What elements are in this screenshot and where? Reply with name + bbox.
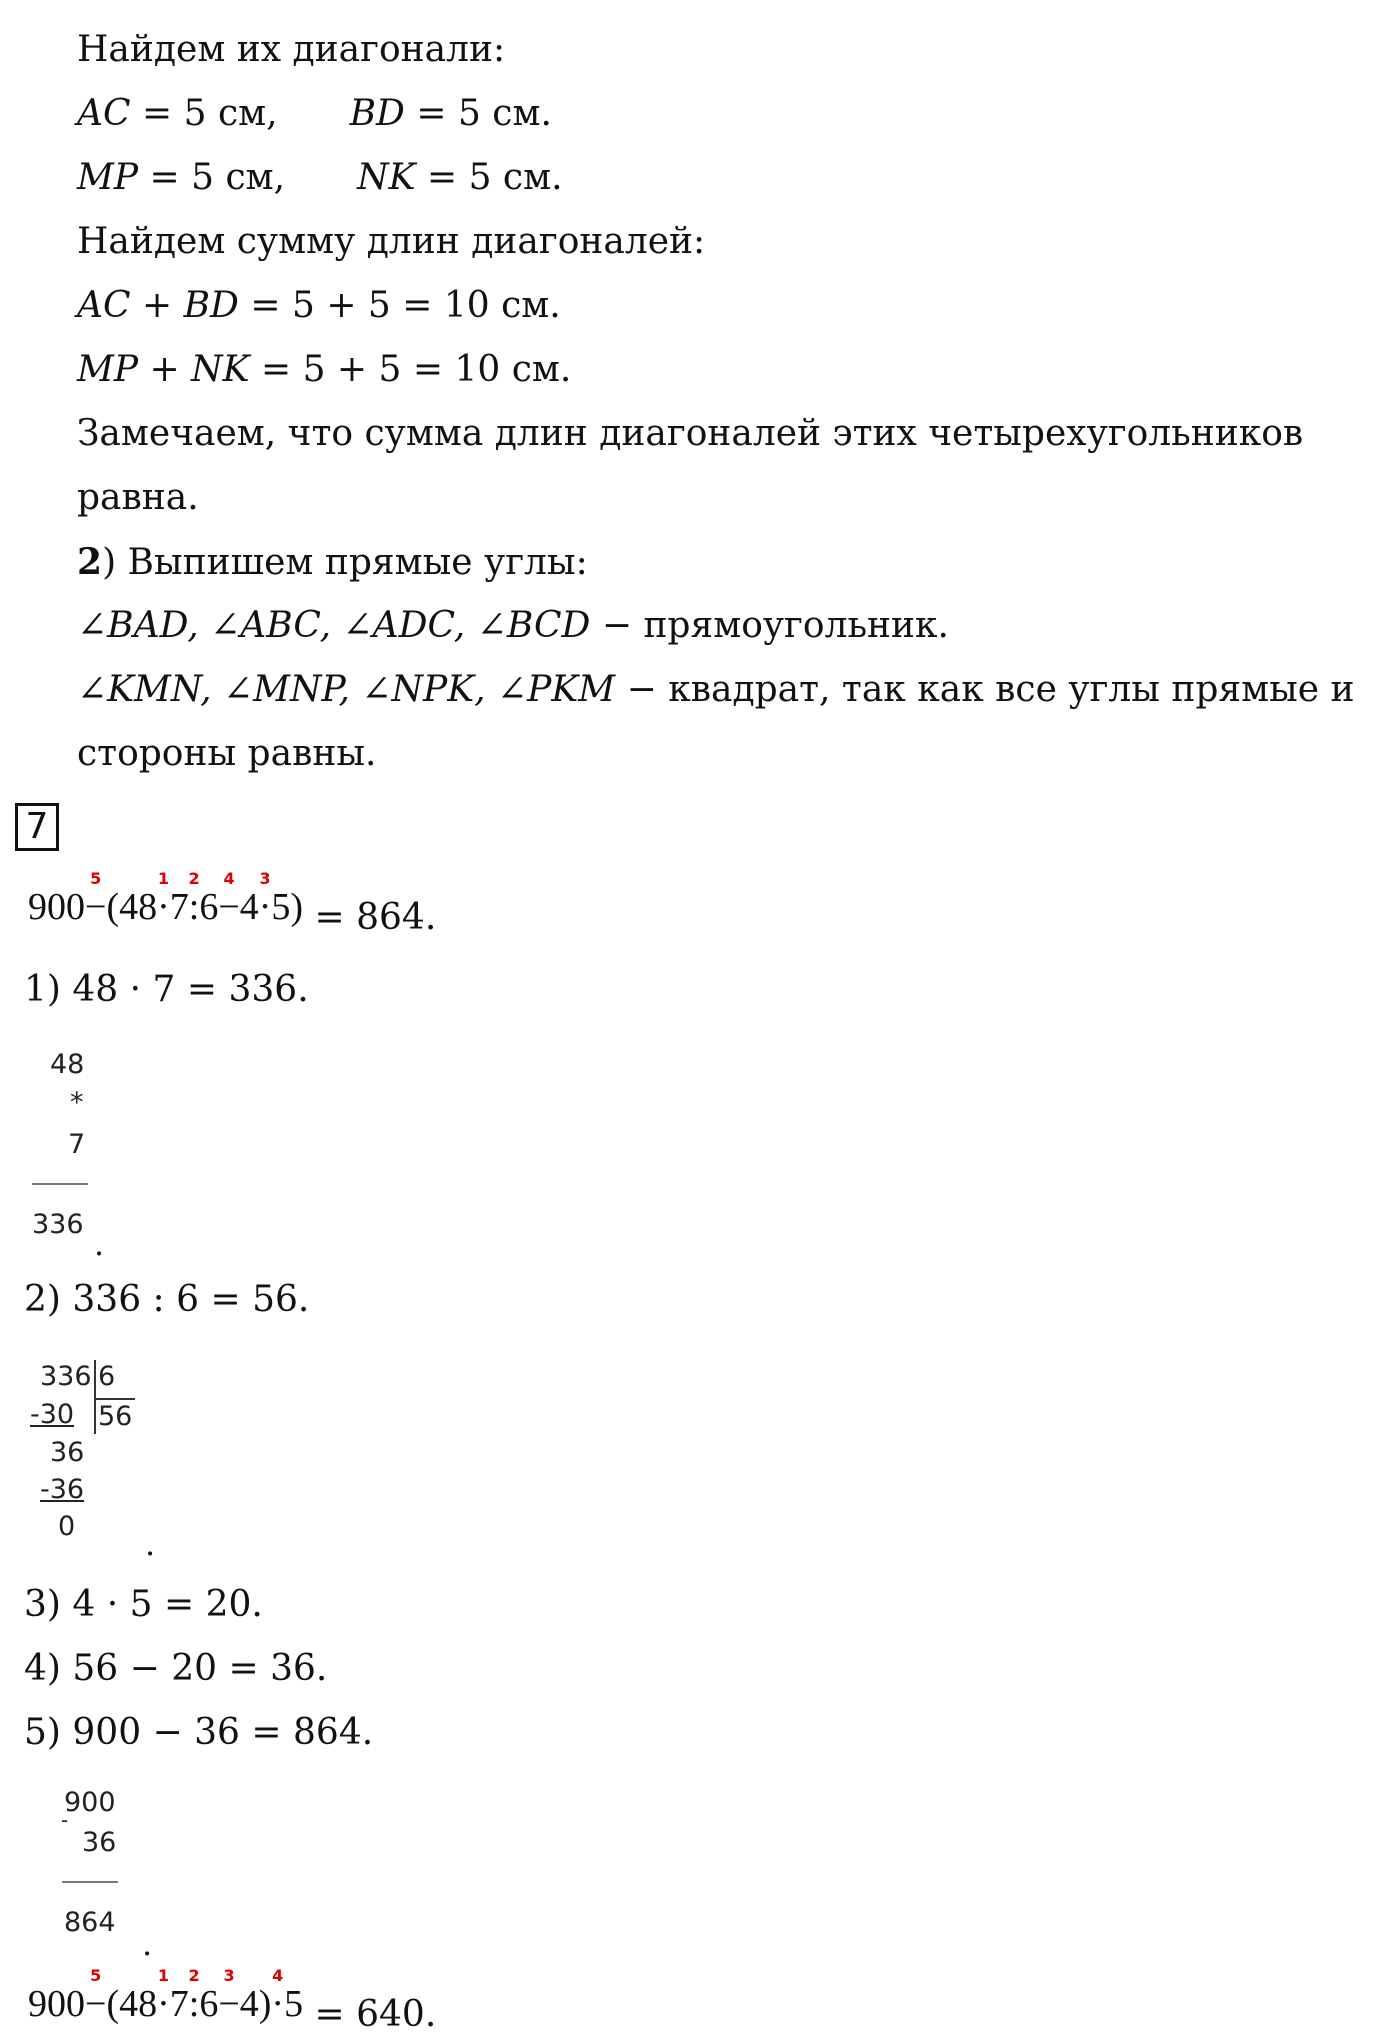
order-mark: 2 xyxy=(188,1966,200,1985)
calc-div-dividend: 336 xyxy=(40,1361,92,1392)
order-mark: 2 xyxy=(188,869,200,888)
calc-div-sub1: -30 xyxy=(30,1399,75,1430)
expr-token: 6 xyxy=(199,886,219,928)
text-line-mp-plus-nk: MP + NK = 5 + 5 = 10 см. xyxy=(77,349,572,390)
calc-div-dot: . xyxy=(145,1525,156,1563)
calc-mult-top: 48 xyxy=(50,1049,85,1080)
expr-token: · 1 xyxy=(157,869,170,928)
order-mark: 4 xyxy=(272,1966,284,1985)
expr-token: : 2 xyxy=(188,1966,200,2025)
order-mark: 4 xyxy=(223,869,235,888)
calc-sub-dot: . xyxy=(142,1925,153,1963)
calc-div-vertical-rule xyxy=(94,1360,96,1434)
expr-token: 900 xyxy=(28,1983,85,2025)
expr-token: 4) xyxy=(239,1983,272,2025)
calc-div-sub2: -36 xyxy=(40,1474,85,1505)
calc-div-quotient-rule xyxy=(95,1398,135,1400)
text-line-equal: равна. xyxy=(77,477,199,518)
text-line-find-diagonals: Найдем их диагонали: xyxy=(77,29,506,70)
step-4: 4) 56 − 20 = 36. xyxy=(24,1648,328,1689)
text-line-right-angles: 2) Выпишем прямые углы: xyxy=(77,541,588,583)
text-line-sides-equal: стороны равны. xyxy=(77,733,377,774)
expr-token: 4 xyxy=(239,886,259,928)
step-2: 2) 336 : 6 = 56. xyxy=(24,1279,310,1320)
expr-token: (48 xyxy=(106,1983,158,2025)
step-1: 1) 48 · 7 = 336. xyxy=(24,969,309,1010)
text-line-square-angles: ∠KMN, ∠MNP, ∠NPK, ∠PKM − квадрат, так как все углы прямые и xyxy=(77,669,1355,710)
expr-token: 7 xyxy=(169,1983,189,2025)
calc-sub-result: 864 xyxy=(64,1907,116,1938)
math-mp: MP xyxy=(77,157,139,198)
calc-sub-top: 900 xyxy=(64,1787,116,1818)
math-ac: AC xyxy=(77,93,131,134)
calc-mult-rule xyxy=(32,1183,88,1185)
task-number-box: 7 xyxy=(15,803,59,851)
calc-sub-rule xyxy=(62,1881,118,1883)
expr-token: − 3 xyxy=(218,1966,240,2025)
text-line-notice: Замечаем, что сумма длин диагоналей этих четырехугольников xyxy=(77,413,1304,454)
calc-mult-op: * xyxy=(70,1087,84,1118)
expr-token: 900 xyxy=(28,886,85,928)
expr-result: = 640. xyxy=(303,1994,437,2035)
order-mark: 3 xyxy=(223,1966,235,1985)
text-line-find-sum: Найдем сумму длин диагоналей: xyxy=(77,221,706,262)
expr-token: · 4 xyxy=(271,1966,285,2025)
expr-token: 5) xyxy=(271,886,304,928)
text-line-ac-bd: AC = 5 см, BD = 5 см. xyxy=(77,93,552,134)
step-5: 5) 900 − 36 = 864. xyxy=(24,1712,374,1753)
calc-div-quotient: 56 xyxy=(98,1401,133,1432)
order-mark: 1 xyxy=(157,1966,169,1985)
expr-token: 7 xyxy=(169,886,189,928)
order-mark: 3 xyxy=(259,869,271,888)
expr-token: 6 xyxy=(199,1983,219,2025)
order-mark: 5 xyxy=(90,869,102,888)
order-mark: 1 xyxy=(157,869,169,888)
text-line-ac-plus-bd: AC + BD = 5 + 5 = 10 см. xyxy=(77,285,561,326)
expression-order-640 xyxy=(28,1966,437,2035)
calc-div-rem2: 0 xyxy=(58,1511,76,1542)
order-mark: 5 xyxy=(90,1966,102,1985)
math-nk: NK xyxy=(357,157,416,198)
expr-token: · 3 xyxy=(258,869,272,928)
calc-div-divisor: 6 xyxy=(98,1361,116,1392)
expr-result: = 864. xyxy=(303,897,437,938)
expr-token: − 5 xyxy=(85,869,107,928)
calc-sub-op: - xyxy=(61,1808,69,1832)
calc-mult-dot: . xyxy=(94,1225,105,1263)
expr-token: 5 xyxy=(284,1983,304,2025)
calc-mult-bottom: 7 xyxy=(68,1129,86,1160)
expr-token: : 2 xyxy=(188,869,200,928)
calc-mult-result: 336 xyxy=(32,1209,84,1240)
text-line-rectangle-angles: ∠BAD, ∠ABC, ∠ADC, ∠BCD − прямоугольник. xyxy=(77,605,949,646)
text-line-mp-nk: MP = 5 см, NK = 5 см. xyxy=(77,157,563,198)
expr-token: (48 xyxy=(106,886,158,928)
math-bd: BD xyxy=(349,93,405,134)
expr-token: − 5 xyxy=(85,1966,107,2025)
calc-sub-bottom: 36 xyxy=(82,1827,117,1858)
expr-token: · 1 xyxy=(157,1966,170,2025)
expr-token: − 4 xyxy=(218,869,240,928)
step-3: 3) 4 · 5 = 20. xyxy=(24,1584,263,1625)
expression-order-864 xyxy=(28,869,437,938)
calc-div-rem1: 36 xyxy=(50,1437,85,1468)
